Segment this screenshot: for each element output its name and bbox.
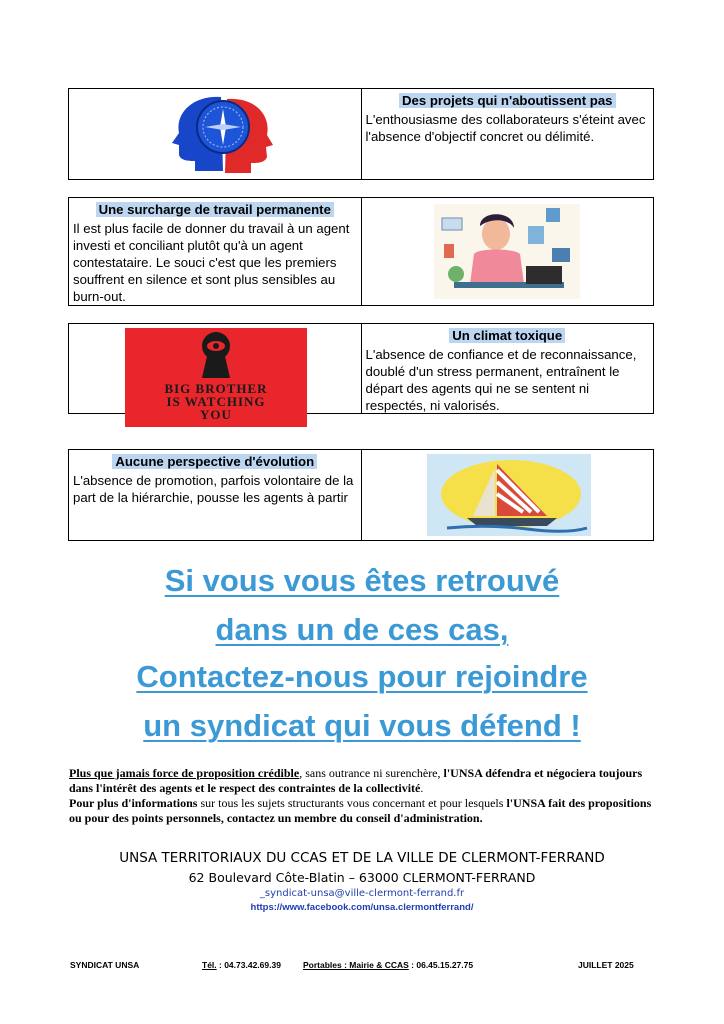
p1-end: .	[420, 781, 424, 795]
organization-email-link[interactable]: _syndicat-unsa@ville-clermont-ferrand.fr	[259, 888, 465, 899]
organization-address: 62 Boulevard Côte-Blatin – 63000 CLERMONT-FERRAND	[188, 870, 536, 885]
poster-line-1: BIG BROTHER	[164, 381, 268, 396]
sailboat-painting	[427, 454, 591, 536]
footer-date: JUILLET 2025	[578, 960, 634, 970]
p2-rest: sur tous les sujets structurants vous concernant et pour lesquels	[197, 796, 507, 810]
row-4-text: L'absence de promotion, parfois volontaire de la part de la hiérarchie, pousse les agents à partir	[73, 473, 354, 505]
row-3-image-cell	[69, 324, 362, 422]
big-brother-poster	[125, 328, 307, 427]
row-4-image-cell	[362, 450, 654, 540]
footer-tel-value: : 04.73.42.69.39	[216, 960, 281, 970]
row-1-text: L'enthousiasme des collaborateurs s'éteint avec l'absence d'objectif concret ou délimité.	[365, 112, 646, 144]
footer-tel-label: Tél.	[202, 960, 217, 970]
p1-bold: l'UNSA défendra et négociera toujours dans l'intérêt des agents et le respect des contraintes de la collectivité	[69, 766, 643, 795]
row-1	[68, 88, 654, 180]
footer-left: SYNDICAT UNSA	[70, 960, 140, 970]
row-3-title: Un climat toxique	[362, 328, 654, 344]
row-2-text: Il est plus facile de donner du travail à un agent investi et conciliant plutôt qu'à un agent contestataire. Le souci c'est que les premiers souffrent en silence et sont plus sensibles au burn-out.	[73, 221, 350, 304]
head-compass-icon	[167, 93, 279, 175]
organization-name: UNSA TERRITORIAUX DU CCAS ET DE LA VILLE DE CLERMONT-FERRAND	[119, 850, 605, 866]
p2-bold: Pour plus d'informations	[69, 796, 198, 810]
p2-bold2: l'UNSA fait des propositions ou pour des points personnels, contactez un membre du conseil d'administration.	[69, 796, 652, 825]
row-4	[68, 449, 654, 541]
organization-facebook-link[interactable]: https://www.facebook.com/unsa.clermontferrand/	[250, 902, 474, 913]
row-3	[68, 323, 654, 422]
headline-line-3: Contactez-nous pour rejoindre	[136, 659, 588, 694]
row-2-text-cell	[69, 198, 362, 305]
row-2-title: Une surcharge de travail permanente	[69, 202, 361, 218]
row-4-title: Aucune perspective d'évolution	[69, 454, 361, 470]
footer-mobile	[303, 960, 473, 970]
p1-underlined: Plus que jamais force de proposition crédible	[69, 766, 300, 780]
headline-line-1: Si vous vous êtes retrouvé	[164, 563, 560, 598]
poster-line-3: YOU	[200, 407, 232, 422]
poster-line-2: IS WATCHING	[166, 394, 266, 409]
multitasking-woman-illustration	[434, 204, 580, 299]
row-3-text-cell	[362, 324, 654, 413]
headline-line-2: dans un de ces cas,	[215, 612, 509, 647]
row-1-title: Des projets qui n'aboutissent pas	[362, 93, 654, 109]
footer-phone	[202, 960, 281, 970]
body-paragraph	[69, 766, 659, 826]
footer-port-label: Portables : Mairie & CCAS	[303, 960, 409, 970]
row-1-image-cell	[69, 89, 362, 179]
row-4-text-cell	[69, 450, 362, 540]
p1-rest: , sans outrance ni surenchère,	[299, 766, 444, 780]
footer-port-value: : 06.45.15.27.75	[408, 960, 474, 970]
row-2	[68, 197, 654, 306]
row-3-text: L'absence de confiance et de reconnaissance, doublé d'un stress permanent, entraînent le départ des agents qui ne se sentent ni respectés, ni valorisés.	[365, 347, 637, 413]
row-2-image-cell	[362, 198, 654, 305]
headline-line-4: un syndicat qui vous défend !	[143, 708, 581, 743]
keyhole-eye-icon	[194, 330, 238, 378]
row-1-text-cell	[362, 89, 654, 179]
